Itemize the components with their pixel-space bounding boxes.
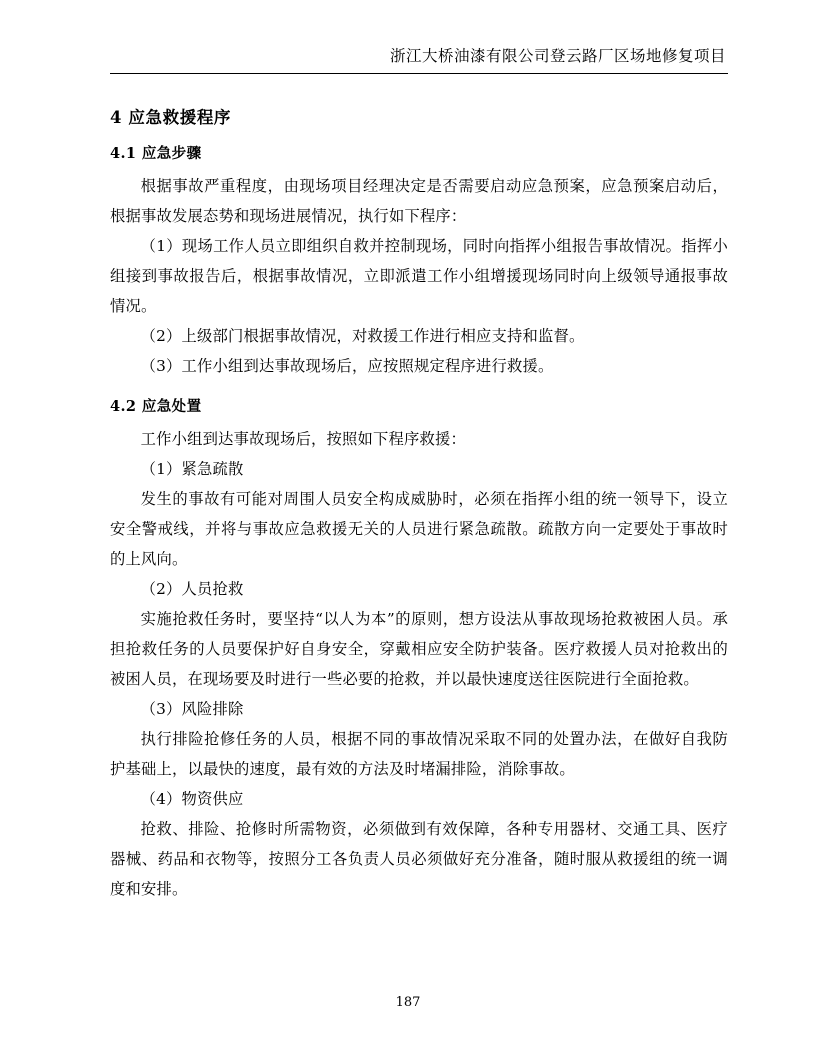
paragraph: 实施抢救任务时，要坚持“以人为本”的原则，想方设法从事故现场抢救被困人员。承担抢救任务的人员要保护好自身安全，穿戴相应安全防护装备。医疗救援人员对抢救出的被困人员，在现场要及时进行一些必要的抢救，并以最快速度送往医院进行全面抢救。: [110, 610, 728, 688]
paragraph: （2）人员抢救: [140, 580, 244, 598]
paragraph: 发生的事故有可能对周围人员安全构成威胁时，必须在指挥小组的统一领导下，设立安全警戒线，并将与事故应急救援无关的人员进行紧急疏散。疏散方向一定要处于事故时的上风向。: [110, 490, 728, 568]
running-header: 浙江大桥油漆有限公司登云路厂区场地修复项目: [389, 47, 726, 65]
page-number: 187: [395, 995, 421, 1010]
paragraph: 工作小组到达事故现场后，按照如下程序救援：: [140, 430, 467, 448]
header-divider: [110, 73, 728, 74]
paragraph: （1）紧急疏散: [140, 460, 244, 478]
subsection-heading-4-2: 4.2 应急处置: [110, 398, 202, 415]
paragraph: （3）工作小组到达事故现场后，应按照规定程序进行救援。: [140, 357, 554, 375]
paragraph: 根据事故严重程度，由现场项目经理决定是否需要启动应急预案，应急预案启动后，根据事故发展态势和现场进展情况，执行如下程序：: [110, 177, 728, 225]
paragraph: （2）上级部门根据事故情况，对救援工作进行相应支持和监督。: [140, 327, 585, 345]
paragraph: 执行排险抢修任务的人员，根据不同的事故情况采取不同的处置办法，在做好自我防护基础上，以最快的速度，最有效的方法及时堵漏排险，消除事故。: [110, 730, 728, 778]
section-heading: 4 应急救援程序: [110, 108, 232, 127]
paragraph: （3）风险排除: [140, 700, 244, 718]
paragraph: 抢救、排险、抢修时所需物资，必须做到有效保障，各种专用器材、交通工具、医疗器械、药品和衣物等，按照分工各负责人员必须做好充分准备，随时服从救援组的统一调度和安排。: [110, 820, 728, 898]
paragraph: （1）现场工作人员立即组织自救并控制现场，同时向指挥小组报告事故情况。指挥小组接到事故报告后，根据事故情况，立即派遣工作小组增援现场同时向上级领导通报事故情况。: [110, 237, 728, 315]
paragraph: （4）物资供应: [140, 790, 244, 808]
subsection-heading-4-1: 4.1 应急步骤: [110, 145, 202, 162]
